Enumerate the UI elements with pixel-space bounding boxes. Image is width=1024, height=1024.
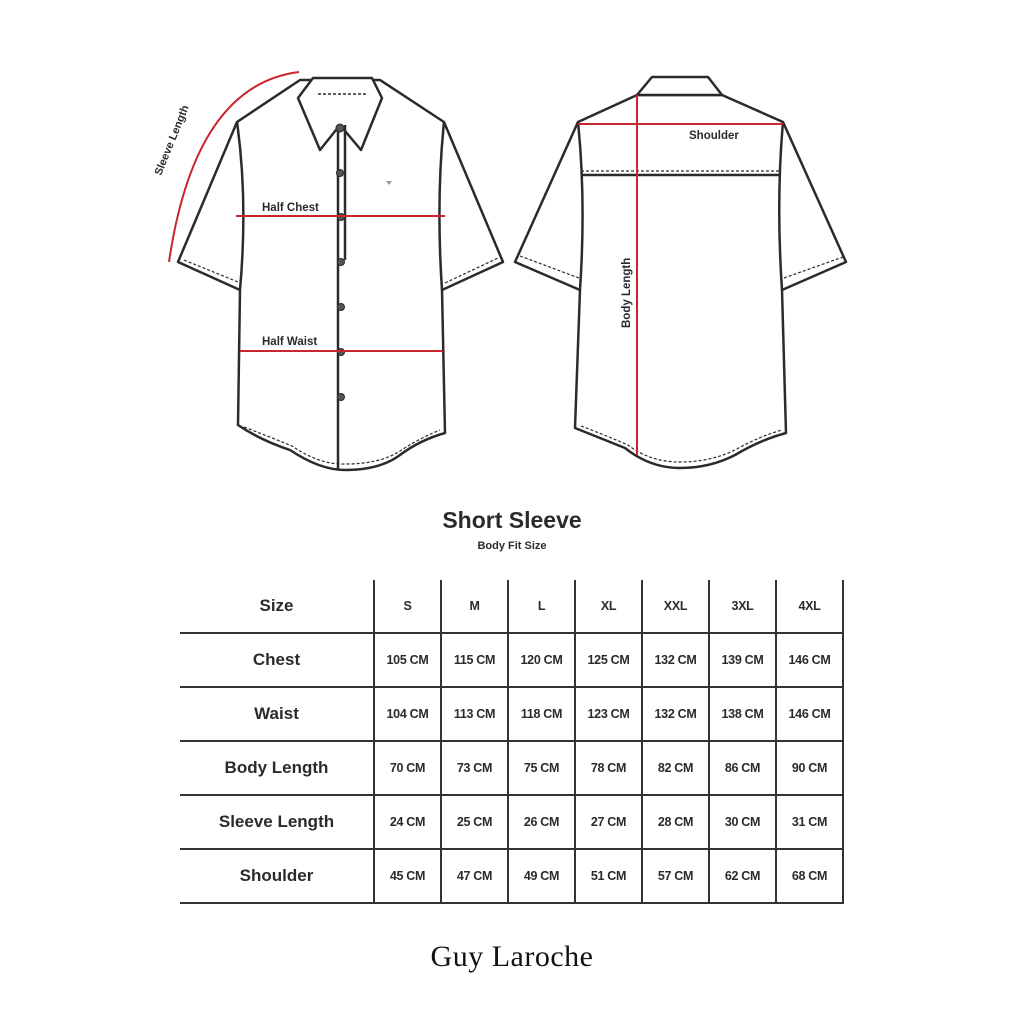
table-cell: 62 CM [709, 849, 776, 903]
shoulder-label: Shoulder [689, 130, 739, 142]
table-cell: 82 CM [642, 741, 709, 795]
table-cell: 113 CM [441, 687, 508, 741]
header-size-xl: XL [575, 580, 642, 633]
table-cell: 125 CM [575, 633, 642, 687]
table-cell: 123 CM [575, 687, 642, 741]
shirt-measurement-diagram [0, 0, 1024, 490]
table-cell: 57 CM [642, 849, 709, 903]
row-label: Shoulder [239, 866, 314, 885]
table-cell: 25 CM [441, 795, 508, 849]
header-size-label: Size [259, 596, 294, 615]
table-cell: 30 CM [709, 795, 776, 849]
row-label: Body Length [224, 758, 329, 777]
header-size-l: L [508, 580, 575, 633]
body-length-label: Body Length [621, 257, 633, 328]
table-cell: 146 CM [776, 687, 843, 741]
table-cell: 68 CM [776, 849, 843, 903]
table-cell: 115 CM [441, 633, 508, 687]
back-shirt-illustration [515, 77, 846, 468]
row-label: Chest [252, 650, 301, 669]
table-cell: 70 CM [374, 741, 441, 795]
table-cell: 78 CM [575, 741, 642, 795]
header-size-m: M [441, 580, 508, 633]
chart-title: Short Sleeve [442, 507, 582, 533]
size-chart-table [180, 580, 844, 904]
table-cell: 51 CM [575, 849, 642, 903]
table-row-body-length [180, 741, 843, 795]
table-cell: 73 CM [441, 741, 508, 795]
table-cell: 105 CM [374, 633, 441, 687]
table-cell: 27 CM [575, 795, 642, 849]
table-cell: 132 CM [642, 687, 709, 741]
table-cell: 104 CM [374, 687, 441, 741]
brand-logo-text: Guy Laroche [430, 940, 594, 973]
table-cell: 138 CM [709, 687, 776, 741]
table-cell: 120 CM [508, 633, 575, 687]
header-size-s: S [374, 580, 441, 633]
header-size-4xl: 4XL [776, 580, 843, 633]
chart-subtitle: Body Fit Size [477, 540, 547, 552]
table-row-waist [180, 687, 843, 741]
half-chest-label: Half Chest [262, 202, 319, 214]
header-size-3xl: 3XL [709, 580, 776, 633]
table-cell: 47 CM [441, 849, 508, 903]
table-cell: 49 CM [508, 849, 575, 903]
table-cell: 24 CM [374, 795, 441, 849]
table-cell: 90 CM [776, 741, 843, 795]
front-shirt-illustration [178, 78, 503, 470]
table-cell: 139 CM [709, 633, 776, 687]
row-label: Sleeve Length [218, 812, 335, 831]
sleeve-length-label: Sleeve Length [152, 103, 192, 178]
table-cell: 132 CM [642, 633, 709, 687]
table-cell: 118 CM [508, 687, 575, 741]
table-cell: 45 CM [374, 849, 441, 903]
header-size-xxl: XXL [642, 580, 709, 633]
table-header-row [180, 580, 843, 633]
table-cell: 75 CM [508, 741, 575, 795]
table-cell: 26 CM [508, 795, 575, 849]
table-row-shoulder [180, 849, 843, 903]
table-cell: 146 CM [776, 633, 843, 687]
table-cell: 28 CM [642, 795, 709, 849]
half-waist-label: Half Waist [262, 336, 318, 348]
table-cell: 31 CM [776, 795, 843, 849]
table-row-chest [180, 633, 843, 687]
row-label: Waist [254, 704, 299, 723]
table-cell: 86 CM [709, 741, 776, 795]
table-row-sleeve-length [180, 795, 843, 849]
